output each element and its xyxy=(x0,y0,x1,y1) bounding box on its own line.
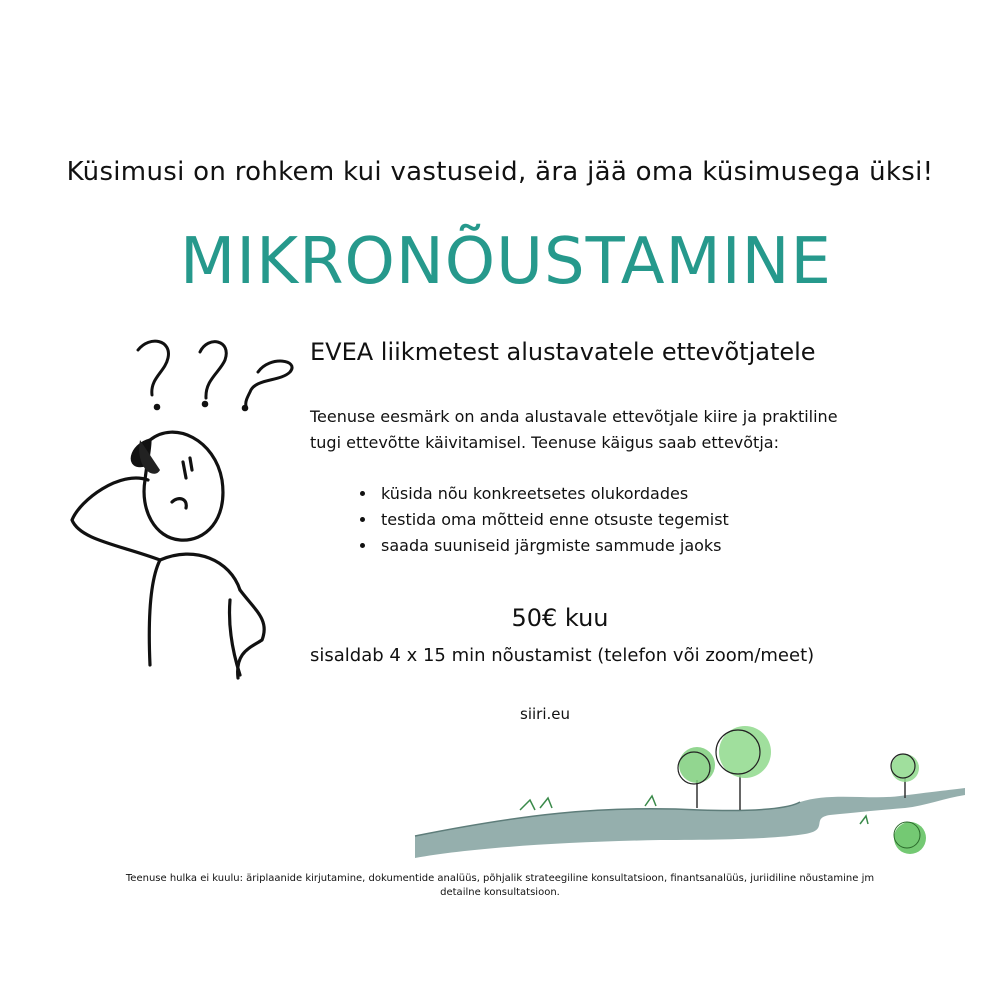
footnote: Teenuse hulka ei kuulu: äriplaanide kirjutamine, dokumentide analüüs, põhjalik strateegiline konsultatsioon, finantsanalüüs, juriidiline nõustamine jm detailne konsultatsioon. xyxy=(125,873,875,898)
list-item: • küsida nõu konkreetsetes olukordades xyxy=(377,481,729,507)
list-item: • saada suuniseid järgmiste sammude jaoks xyxy=(377,533,729,559)
website-link[interactable]: siiri.eu xyxy=(520,705,570,723)
includes-text: sisaldab 4 x 15 min nõustamist (telefon või zoom/meet) xyxy=(310,645,815,666)
thinking-person-icon xyxy=(72,432,264,678)
page-title: MIKRONÕUSTAMINE xyxy=(180,225,832,299)
question-marks-icon xyxy=(138,341,292,410)
subtitle: EVEA liikmetest alustavatele ettevõtjatele xyxy=(310,338,816,366)
list-item: • testida oma mõtteid enne otsuste tegemist xyxy=(377,507,729,533)
river-landscape-icon xyxy=(415,726,965,858)
benefit-list xyxy=(355,481,729,559)
intro-text: Teenuse eesmärk on anda alustavale ettevõtjale kiire ja praktiline tugi ettevõtte käivitamisel. Teenuse käigus saab ettevõtja: xyxy=(310,407,838,452)
price: 50€ kuu xyxy=(511,604,609,632)
tagline: Küsimusi on rohkem kui vastuseid, ära jää oma küsimusega üksi! xyxy=(66,157,934,187)
tree-icon xyxy=(891,754,919,798)
bush-icon xyxy=(894,822,926,854)
tree-icon xyxy=(716,726,771,810)
tree-icon xyxy=(678,747,715,808)
